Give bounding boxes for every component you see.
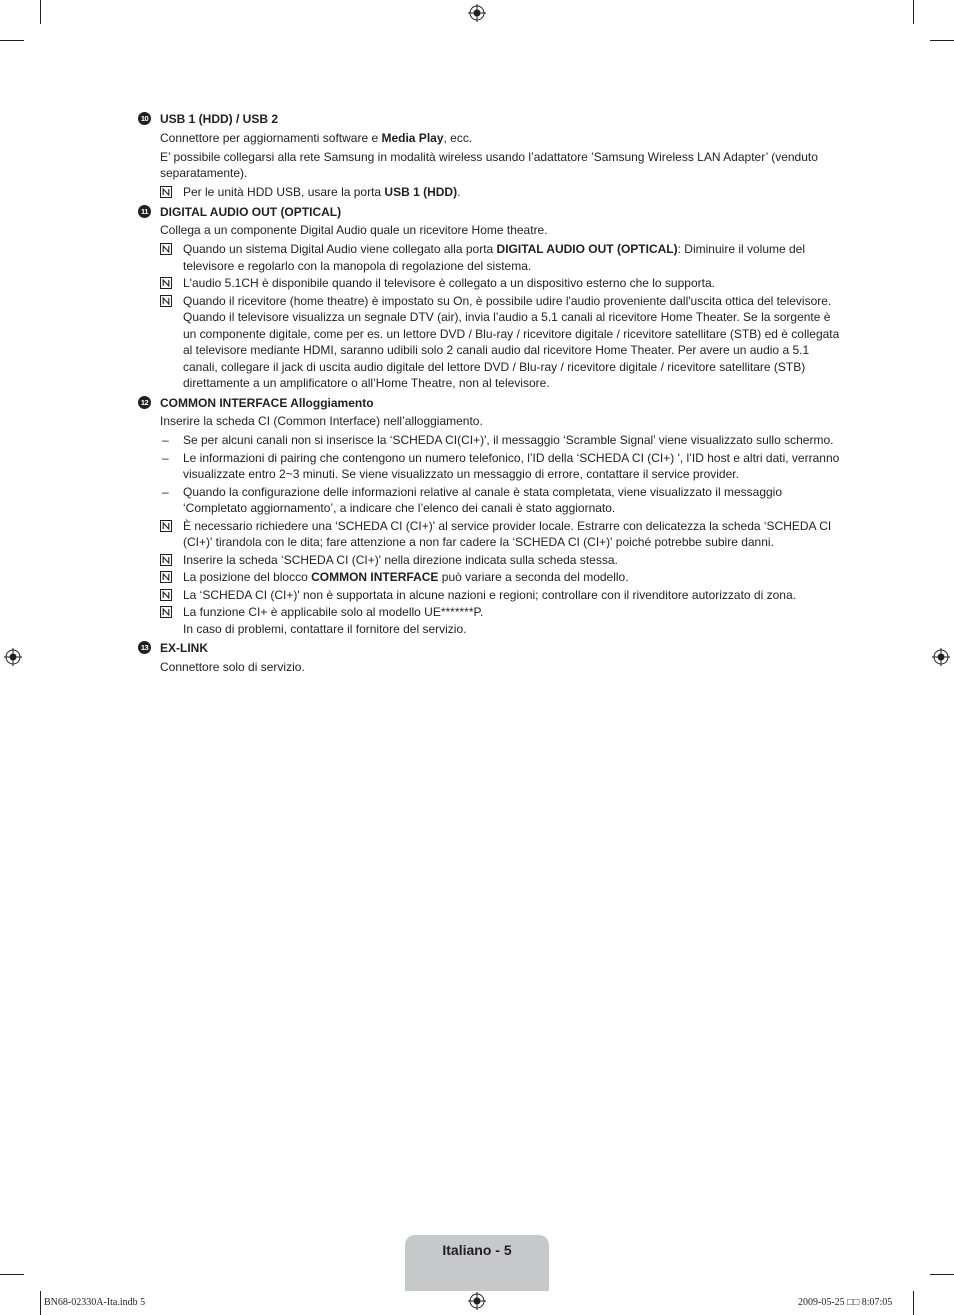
dash-item	[160, 484, 844, 517]
crop-mark	[913, 1291, 914, 1315]
note-n-icon	[160, 520, 172, 532]
registration-mark-icon	[468, 1292, 486, 1310]
section-title: USB 1 (HDD) / USB 2	[160, 112, 279, 126]
text-span: La posizione del blocco	[183, 570, 312, 584]
note-item	[160, 184, 844, 201]
section-number-badge: 11	[138, 205, 151, 218]
note-n-icon	[160, 277, 172, 289]
text-span: , ecc.	[443, 130, 473, 145]
text-span: Inserire la scheda CI (Common Interface) nell’alloggiamento.	[160, 414, 483, 428]
text-span: Le informazioni di pairing che contengono un numero telefonico, l’ID della ‘SCHEDA CI (CI+) ', l’ID host e altri dati, verranno visualizzate entro 2~3 minuti. Se viene visualizzato un messaggio di errore, contattare il service provider.	[183, 450, 840, 481]
note-item	[160, 552, 844, 569]
section-number-badge: 12	[138, 396, 151, 409]
text-span: È necessario richiedere una ‘SCHEDA CI (CI+)' al service provider locale. Estrarre con delicatezza la scheda ‘SCHEDA CI (CI+)' tirandola con le dita; fare attenzione a non far cadere la ‘SCHEDA CI (CI+)' poiché potrebbe subire danni.	[183, 518, 832, 549]
note-n-icon	[160, 571, 172, 583]
section-number-badge: 13	[138, 641, 151, 654]
text-span: In caso di problemi, contattare il fornitore del servizio.	[183, 621, 467, 636]
section-title: DIGITAL AUDIO OUT (OPTICAL)	[160, 204, 342, 219]
note-item	[160, 241, 844, 274]
crop-mark	[930, 40, 954, 41]
section-13	[138, 640, 844, 675]
dash-item	[160, 432, 844, 449]
section-number-badge: 10	[138, 112, 151, 125]
text-span: Connettore per aggiornamenti software e	[160, 130, 382, 145]
section-11	[138, 204, 844, 392]
text-span: Per le unità HDD USB, usare la porta	[183, 185, 385, 199]
registration-mark-icon	[4, 648, 22, 666]
dash-bullet: –	[162, 450, 169, 465]
dash-bullet: –	[162, 433, 169, 447]
page-label: Italiano - 5	[442, 1242, 512, 1258]
bold-text: USB 1 (HDD)	[384, 185, 458, 199]
dash-bullet: –	[162, 484, 169, 499]
paragraph	[160, 222, 844, 239]
text-span: : Diminuire il volume del televisore e regolarlo con la manopola di regolazione del sistema.	[183, 242, 806, 273]
crop-mark	[0, 1274, 24, 1275]
note-n-icon	[160, 243, 172, 255]
bold-text: DIGITAL AUDIO OUT (OPTICAL)	[496, 242, 678, 256]
slug-left: BN68-02330A-Ita.indb 5	[44, 1297, 146, 1308]
text-span: Collega a un componente Digital Audio quale un ricevitore Home theatre.	[160, 223, 548, 237]
note-item	[160, 569, 844, 586]
note-n-icon	[160, 186, 172, 198]
section-10	[138, 111, 844, 201]
registration-mark-icon	[932, 648, 950, 666]
note-item	[160, 587, 844, 604]
page-label-tab	[405, 1235, 549, 1291]
note-n-icon	[160, 295, 172, 307]
crop-mark	[913, 0, 914, 24]
slug-right: 2009-05-25 □□ 8:07:05	[798, 1297, 893, 1308]
note-item	[160, 293, 844, 392]
paragraph	[160, 413, 844, 430]
bold-text: COMMON INTERFACE	[311, 570, 439, 584]
section-title: EX-LINK	[160, 641, 208, 655]
crop-mark	[40, 1291, 41, 1315]
text-span: .	[457, 185, 461, 199]
paragraph	[160, 130, 844, 147]
note-item	[160, 604, 844, 637]
dash-item	[160, 450, 844, 483]
text-span: può variare a seconda del modello.	[438, 570, 629, 584]
text-span: Se per alcuni canali non si inserisce la ‘SCHEDA CI(CI+)', il messaggio ‘Scramble Signal’ viene visualizzato sullo schermo.	[183, 433, 834, 447]
text-span: Inserire la scheda ‘SCHEDA CI (CI+)' nella direzione indicata sulla scheda stessa.	[183, 552, 618, 567]
registration-mark-icon	[468, 4, 486, 22]
crop-mark	[0, 40, 24, 41]
note-item	[160, 275, 844, 292]
crop-mark	[40, 0, 41, 24]
note-n-icon	[160, 589, 172, 601]
paragraph	[160, 659, 844, 676]
text-span: E’ possibile collegarsi alla rete Samsung in modalità wireless usando l’adattatore ’Samsung Wireless LAN Adapter’ (venduto separatamente).	[160, 149, 818, 180]
paragraph	[160, 149, 844, 182]
text-span: L'audio 5.1CH è disponibile quando il televisore è collegato a un dispositivo esterno che lo supporta.	[183, 276, 715, 290]
text-span: Quando il ricevitore (home theatre) è impostato su On, è possibile udire l'audio proveniente dall'uscita ottica del televisore. Quando il televisore visualizza un segnale DTV (air), invia l’audio a 5.1 canali al ricevitore Home Theater. Se la sorgente è un componente digitale, come per es. un lettore DVD / Blu-ray / ricevitore digitale / ricevitore satellitare (STB) ed è collegata al televisore mediante HDMI, saranno udibili solo 2 canali audio dal ricevitore Home Theater. Per avere un audio a 5.1 canali, collegare il jack di uscita audio digitale del lettore DVD / Blu-ray / ricevitore digitale / ricevitore satellitare (STB) direttamente a un amplificatore o all’Home Theatre, non al televisore.	[183, 293, 840, 390]
text-span: Connettore solo di servizio.	[160, 659, 305, 674]
note-item	[160, 518, 844, 551]
text-span: La ‘SCHEDA CI (CI+)' non è supportata in alcune nazioni e regioni; controllare con il rivenditore autorizzato di zona.	[183, 587, 796, 602]
note-n-icon	[160, 554, 172, 566]
text-span: La funzione CI+ è applicabile solo al modello UE*******P.	[183, 605, 484, 619]
crop-mark	[930, 1274, 954, 1275]
text-span: Quando un sistema Digital Audio viene collegato alla porta	[183, 242, 497, 256]
note-n-icon	[160, 606, 172, 618]
section-12	[138, 395, 844, 638]
section-title: COMMON INTERFACE Alloggiamento	[160, 395, 374, 410]
bold-text: Media Play	[381, 130, 444, 145]
document-body	[138, 111, 844, 678]
text-span: Quando la configurazione delle informazioni relative al canale è stata completata, viene visualizzato il messaggio ‘Completato aggiornamento’, a indicare che l’elenco dei canali è stato aggiornato.	[183, 484, 783, 515]
